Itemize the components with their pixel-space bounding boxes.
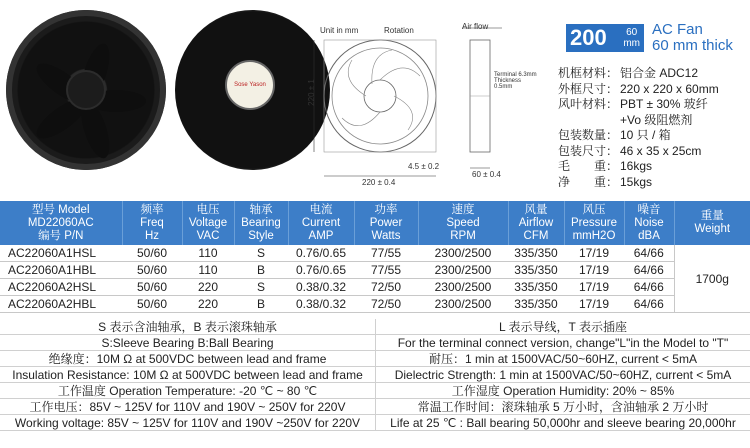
product-header	[0, 0, 750, 200]
table-row: AC22060A2HBL 50/60 220 B 0.38/0.32 72/50 2300/2500 335/350 17/19 64/66	[0, 296, 750, 313]
dim-width: 220 ± 0.4	[362, 178, 396, 187]
weight-cell: 1700g	[674, 245, 750, 313]
col-freq: 频率 Freq Hz	[122, 201, 182, 245]
dim-depth: 60 ± 0.4	[472, 170, 501, 179]
dim-inner: 4.5 ± 0.2	[408, 162, 440, 171]
table-header-row	[0, 201, 750, 245]
col-current: 电流 Current AMP	[288, 201, 354, 245]
col-noise: 噪音 Noise dBA	[624, 201, 674, 245]
col-weight: 重量 Weight	[674, 201, 750, 245]
table-row: AC22060A1HBL 50/60 110 B 0.76/0.65 77/55 2300/2500 335/350 17/19 64/66	[0, 262, 750, 279]
fan-label-sticker: Sose Yason	[225, 60, 275, 110]
rotation-label: Rotation	[384, 26, 414, 35]
table-row: AC22060A1HSL 50/60 110 S 0.76/0.65 77/55 2300/2500 335/350 17/19 64/66 1700g	[0, 245, 750, 262]
technical-drawing	[306, 18, 542, 193]
dim-height: 220 ± 1	[306, 79, 316, 106]
col-voltage: 电压 Voltage VAC	[182, 201, 234, 245]
model-size-badge: 200 60 mm	[566, 24, 644, 52]
table-row: AC22060A2HSL 50/60 220 S 0.38/0.32 72/50 2300/2500 335/350 17/19 64/66	[0, 279, 750, 296]
col-speed: 速度 Speed RPM	[418, 201, 508, 245]
terminal-note: Terminal 6.3mm Thickness 0.5mm	[494, 72, 537, 90]
product-title: AC Fan 60 mm thick	[652, 21, 733, 54]
spec-table	[0, 201, 750, 313]
unit-note: Unit in mm	[320, 26, 359, 35]
airflow-label: Air flow	[462, 22, 489, 31]
note-row: 工作温度 Operation Temperature: -20 ℃ ~ 80 ℃ 工作湿度 Operation Humidity: 20% ~ 85%	[0, 383, 750, 399]
col-pressure: 风压 Pressure mmH2O	[564, 201, 624, 245]
note-row: S 表示含油轴承，B 表示滚珠轴承 L 表示导线，T 表示插座	[0, 319, 750, 335]
col-power: 功率 Power Watts	[354, 201, 418, 245]
note-row: Working voltage: 85V ~ 125V for 110V and 190V ~250V for 220V Life at 25 ℃ : Ball bearing 50,000hr and sleeve bearing 20,000hr	[0, 415, 750, 431]
note-row: Insulation Resistance: 10M Ω at 500VDC between lead and frame Dielectric Strength: 1 min at 1500VAC/50~60HZ, current < 5mA	[0, 367, 750, 383]
col-airflow: 风量 Airflow CFM	[508, 201, 564, 245]
fan-photo-front	[6, 10, 166, 170]
col-bearing: 轴承 Bearing Style	[234, 201, 288, 245]
col-model: 型号 Model MD22060AC 编号 P/N	[0, 201, 122, 245]
note-row: S:Sleeve Bearing B:Ball Bearing For the terminal connect version, change"L"in the Model to "T"	[0, 335, 750, 351]
note-row: 绝缘度：10M Ω at 500VDC between lead and frame 耐压：1 min at 1500VAC/50~60HZ, current < 5mA	[0, 351, 750, 367]
material-specs: 机框材料： 铝合金 ADC12 外框尺寸： 220 x 220 x 60mm 风叶材料： PBT ± 30% 玻纤 +Vo 级阻燃剂 包装数量： 10 只 / 箱 包装尺寸： 46 x 35 x 25cm 毛 重： 16kgs 净 重： 15kgs	[558, 66, 719, 189]
notes-section	[0, 319, 750, 431]
note-row: 工作电压：85V ~ 125V for 110V and 190V ~ 250V for 220V 常温工作时间：滚珠轴承 5 万小时，含油轴承 2 万小时	[0, 399, 750, 415]
